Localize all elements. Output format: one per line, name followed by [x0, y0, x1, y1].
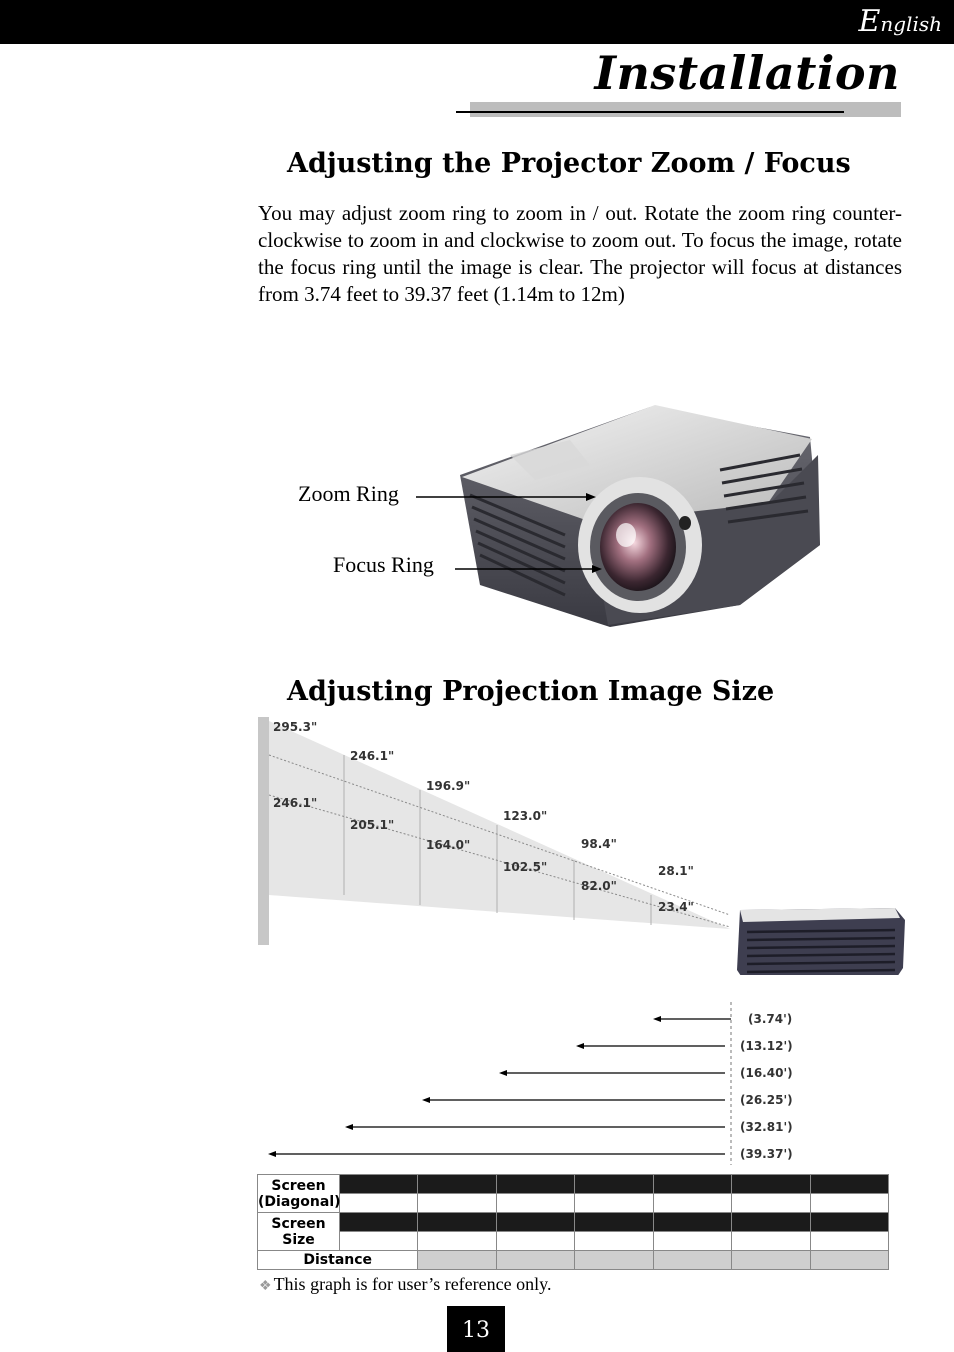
distance-label-4: (26.25') — [740, 1093, 793, 1107]
table-cell — [340, 1232, 418, 1251]
table-cell — [575, 1194, 653, 1213]
width-label-6: 23.4" — [658, 900, 694, 914]
row-header-distance: Distance — [258, 1251, 418, 1270]
table-cell — [340, 1194, 418, 1213]
reference-note — [259, 1274, 551, 1295]
table-cell — [418, 1194, 496, 1213]
table-cell — [810, 1175, 888, 1194]
table-cell — [810, 1213, 888, 1232]
focus-ring-label: Focus Ring — [333, 552, 434, 577]
row-header-screen-diagonal — [258, 1175, 340, 1213]
table-cell — [496, 1232, 574, 1251]
table-cell — [496, 1175, 574, 1194]
table-cell — [732, 1194, 810, 1213]
table-cell — [653, 1175, 731, 1194]
projection-spec-table — [257, 1174, 889, 1270]
table-cell — [418, 1213, 496, 1232]
language-label — [858, 4, 942, 39]
table-cell — [653, 1213, 731, 1232]
distance-label-6: (39.37') — [740, 1147, 793, 1161]
diagonal-label-4: 123.0" — [503, 809, 548, 823]
table-cell — [418, 1175, 496, 1194]
title-underline-bar — [470, 102, 901, 117]
table-cell — [496, 1213, 574, 1232]
language-rest: nglish — [880, 12, 942, 36]
table-row — [258, 1194, 889, 1213]
table-cell — [653, 1232, 731, 1251]
table-cell — [575, 1232, 653, 1251]
table-cell — [418, 1251, 496, 1270]
table-cell — [810, 1251, 888, 1270]
table-cell — [732, 1232, 810, 1251]
row-header-text: Size — [282, 1231, 315, 1248]
diagonal-label-3: 196.9" — [426, 779, 471, 793]
zoom-focus-instructions: You may adjust zoom ring to zoom in / out. Rotate the zoom ring counter-clockwise to zoom in and clockwise to zoom out. To focus the image, rotate the focus ring until the image is clear. The projector will focus at distances from 3.74 feet to 39.37 feet (1.14m to 12m) — [258, 201, 902, 306]
width-label-2: 205.1" — [350, 818, 395, 832]
table-row — [258, 1232, 889, 1251]
table-cell — [496, 1194, 574, 1213]
diagonal-label-5: 98.4" — [581, 837, 617, 851]
table-row — [258, 1251, 889, 1270]
table-cell — [810, 1194, 888, 1213]
callout-lines — [410, 485, 610, 585]
row-header-text: Screen — [271, 1215, 326, 1232]
table-cell — [732, 1175, 810, 1194]
table-cell — [810, 1232, 888, 1251]
table-row — [258, 1175, 889, 1194]
row-header-text: Screen — [271, 1177, 326, 1194]
note-bullet-icon: ❖ — [259, 1279, 272, 1294]
width-label-1: 246.1" — [273, 796, 318, 810]
table-cell — [340, 1213, 418, 1232]
table-cell — [653, 1194, 731, 1213]
width-label-5: 82.0" — [581, 879, 617, 893]
distance-label-3: (16.40') — [740, 1066, 793, 1080]
table-cell — [575, 1175, 653, 1194]
table-cell — [575, 1251, 653, 1270]
table-cell — [653, 1251, 731, 1270]
title-underline-rule — [456, 111, 844, 113]
distance-label-5: (32.81') — [740, 1120, 793, 1134]
width-label-4: 102.5" — [503, 860, 548, 874]
distance-arrows — [255, 1000, 745, 1170]
language-initial: E — [858, 4, 881, 39]
table-cell — [732, 1251, 810, 1270]
table-cell — [575, 1213, 653, 1232]
top-header-bar — [0, 0, 954, 44]
table-cell — [418, 1232, 496, 1251]
note-text: This graph is for user’s reference only. — [273, 1274, 552, 1294]
page-number: 13 — [447, 1306, 505, 1352]
section-heading-zoom-focus: Adjusting the Projector Zoom / Focus — [287, 148, 851, 179]
width-label-3: 164.0" — [426, 838, 471, 852]
table-row — [258, 1213, 889, 1232]
section-heading-image-size: Adjusting Projection Image Size — [287, 676, 775, 707]
diagonal-label-6: 28.1" — [658, 864, 694, 878]
page-title: Installation — [594, 46, 900, 100]
table-cell — [340, 1175, 418, 1194]
zoom-ring-label: Zoom Ring — [298, 481, 399, 506]
distance-label-2: (13.12') — [740, 1039, 793, 1053]
row-header-screen-size — [258, 1213, 340, 1251]
diagonal-label-2: 246.1" — [350, 749, 395, 763]
row-header-text: (Diagonal) — [258, 1193, 341, 1210]
table-cell — [496, 1251, 574, 1270]
distance-label-1: (3.74') — [748, 1012, 793, 1026]
table-cell — [732, 1213, 810, 1232]
diagonal-label-1: 295.3" — [273, 720, 318, 734]
